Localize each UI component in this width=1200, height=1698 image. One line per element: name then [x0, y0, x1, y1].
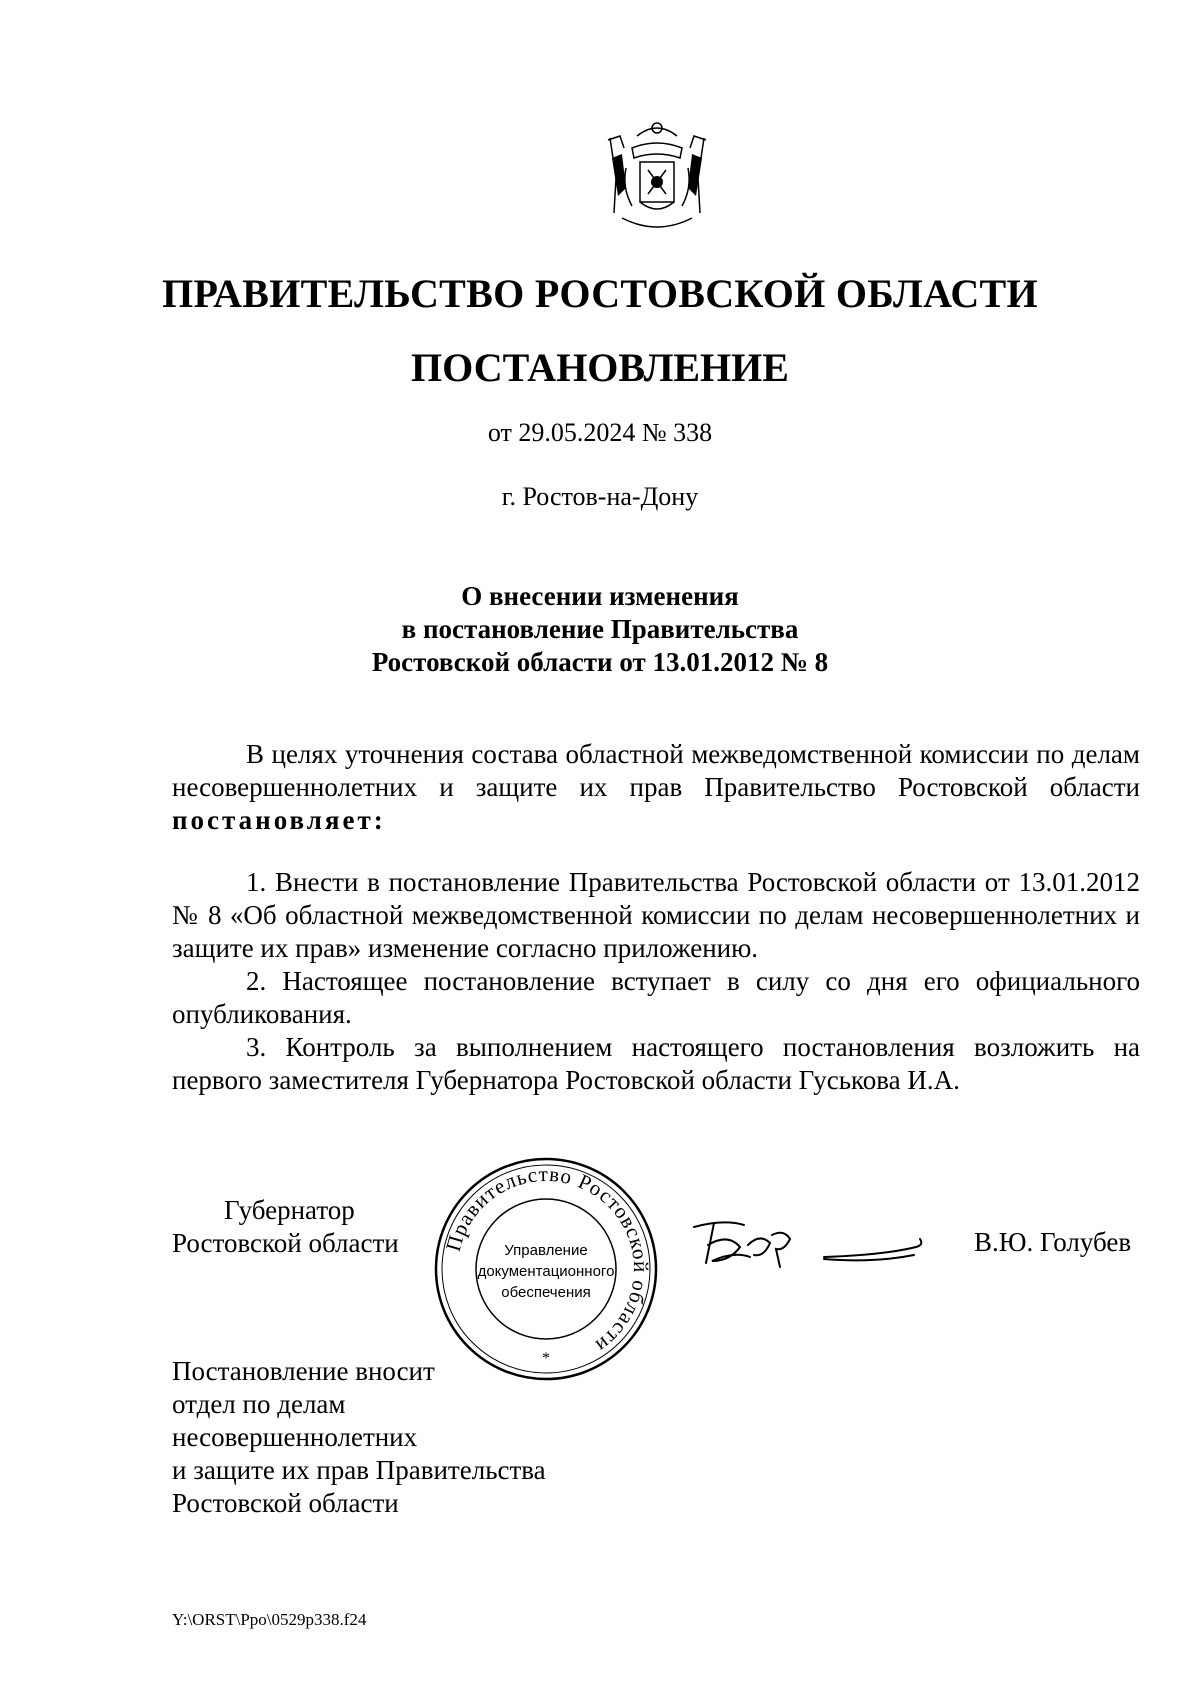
author-line: Постановление вносит — [172, 1356, 435, 1386]
position-line: Ростовской области — [172, 1228, 399, 1258]
seal-outer-text: Правительство Ростовской области — [440, 1161, 654, 1359]
handwritten-signature — [684, 1205, 934, 1285]
author-note — [172, 1355, 546, 1520]
author-line: Ростовской области — [172, 1488, 399, 1518]
subject-line: в постановление Правительства — [401, 614, 799, 644]
preamble — [172, 738, 1140, 837]
decree-word: постановляет: — [172, 805, 386, 835]
subject-line: О внесении изменения — [461, 581, 739, 611]
government-title: ПРАВИТЕЛЬСТВО РОСТОВСКОЙ ОБЛАСТИ — [162, 271, 1038, 316]
preamble-text: В целях уточнения состава областной межведомственной комиссии по делам несовершеннолетних и защите их прав Правительство Ростовской области — [172, 739, 1140, 802]
clause-2: 2. Настоящее постановление вступает в силу со дня его официального опубликования. — [172, 966, 1140, 1029]
document-subject — [0, 580, 1200, 679]
seal-inner-line: Управление — [504, 1242, 588, 1259]
signer-name: В.Ю. Голубев — [974, 1227, 1132, 1257]
seal-inner-line: документационного — [477, 1263, 615, 1280]
date-number: от 29.05.2024 № 338 — [487, 418, 713, 447]
coat-of-arms-icon — [602, 118, 712, 236]
author-line: и защите их прав Правительства — [172, 1455, 546, 1485]
subject-line: Ростовской области от 13.01.2012 № 8 — [371, 647, 829, 677]
seal-inner-line: обеспечения — [501, 1284, 591, 1301]
clause-3: 3. Контроль за выполнением настоящего постановления возложить на первого заместителя Губернатора Ростовской области Гуськова И.А. — [172, 1032, 1140, 1095]
author-line: отдел по делам — [172, 1389, 346, 1419]
file-path: Y:\ORST\Ppo\0529p338.f24 — [172, 1610, 367, 1629]
clause-1: 1. Внести в постановление Правительства Ростовской области от 13.01.2012 № 8 «Об областной межведомственной комиссии по делам несовершеннолетних и защите их прав» изменение согласно приложению. — [172, 867, 1140, 963]
document-type: ПОСТАНОВЛЕНИЕ — [411, 345, 789, 390]
clauses — [172, 866, 1140, 1097]
svg-text:Правительство Ростовской облас — [441, 1162, 653, 1359]
city: г. Ростов-на-Дону — [501, 482, 699, 511]
position-line: Губернатор — [224, 1195, 355, 1225]
seal-star-icon: * — [542, 1350, 550, 1367]
signer-position — [172, 1194, 399, 1260]
official-seal — [432, 1155, 660, 1383]
author-line: несовершеннолетних — [172, 1422, 418, 1452]
